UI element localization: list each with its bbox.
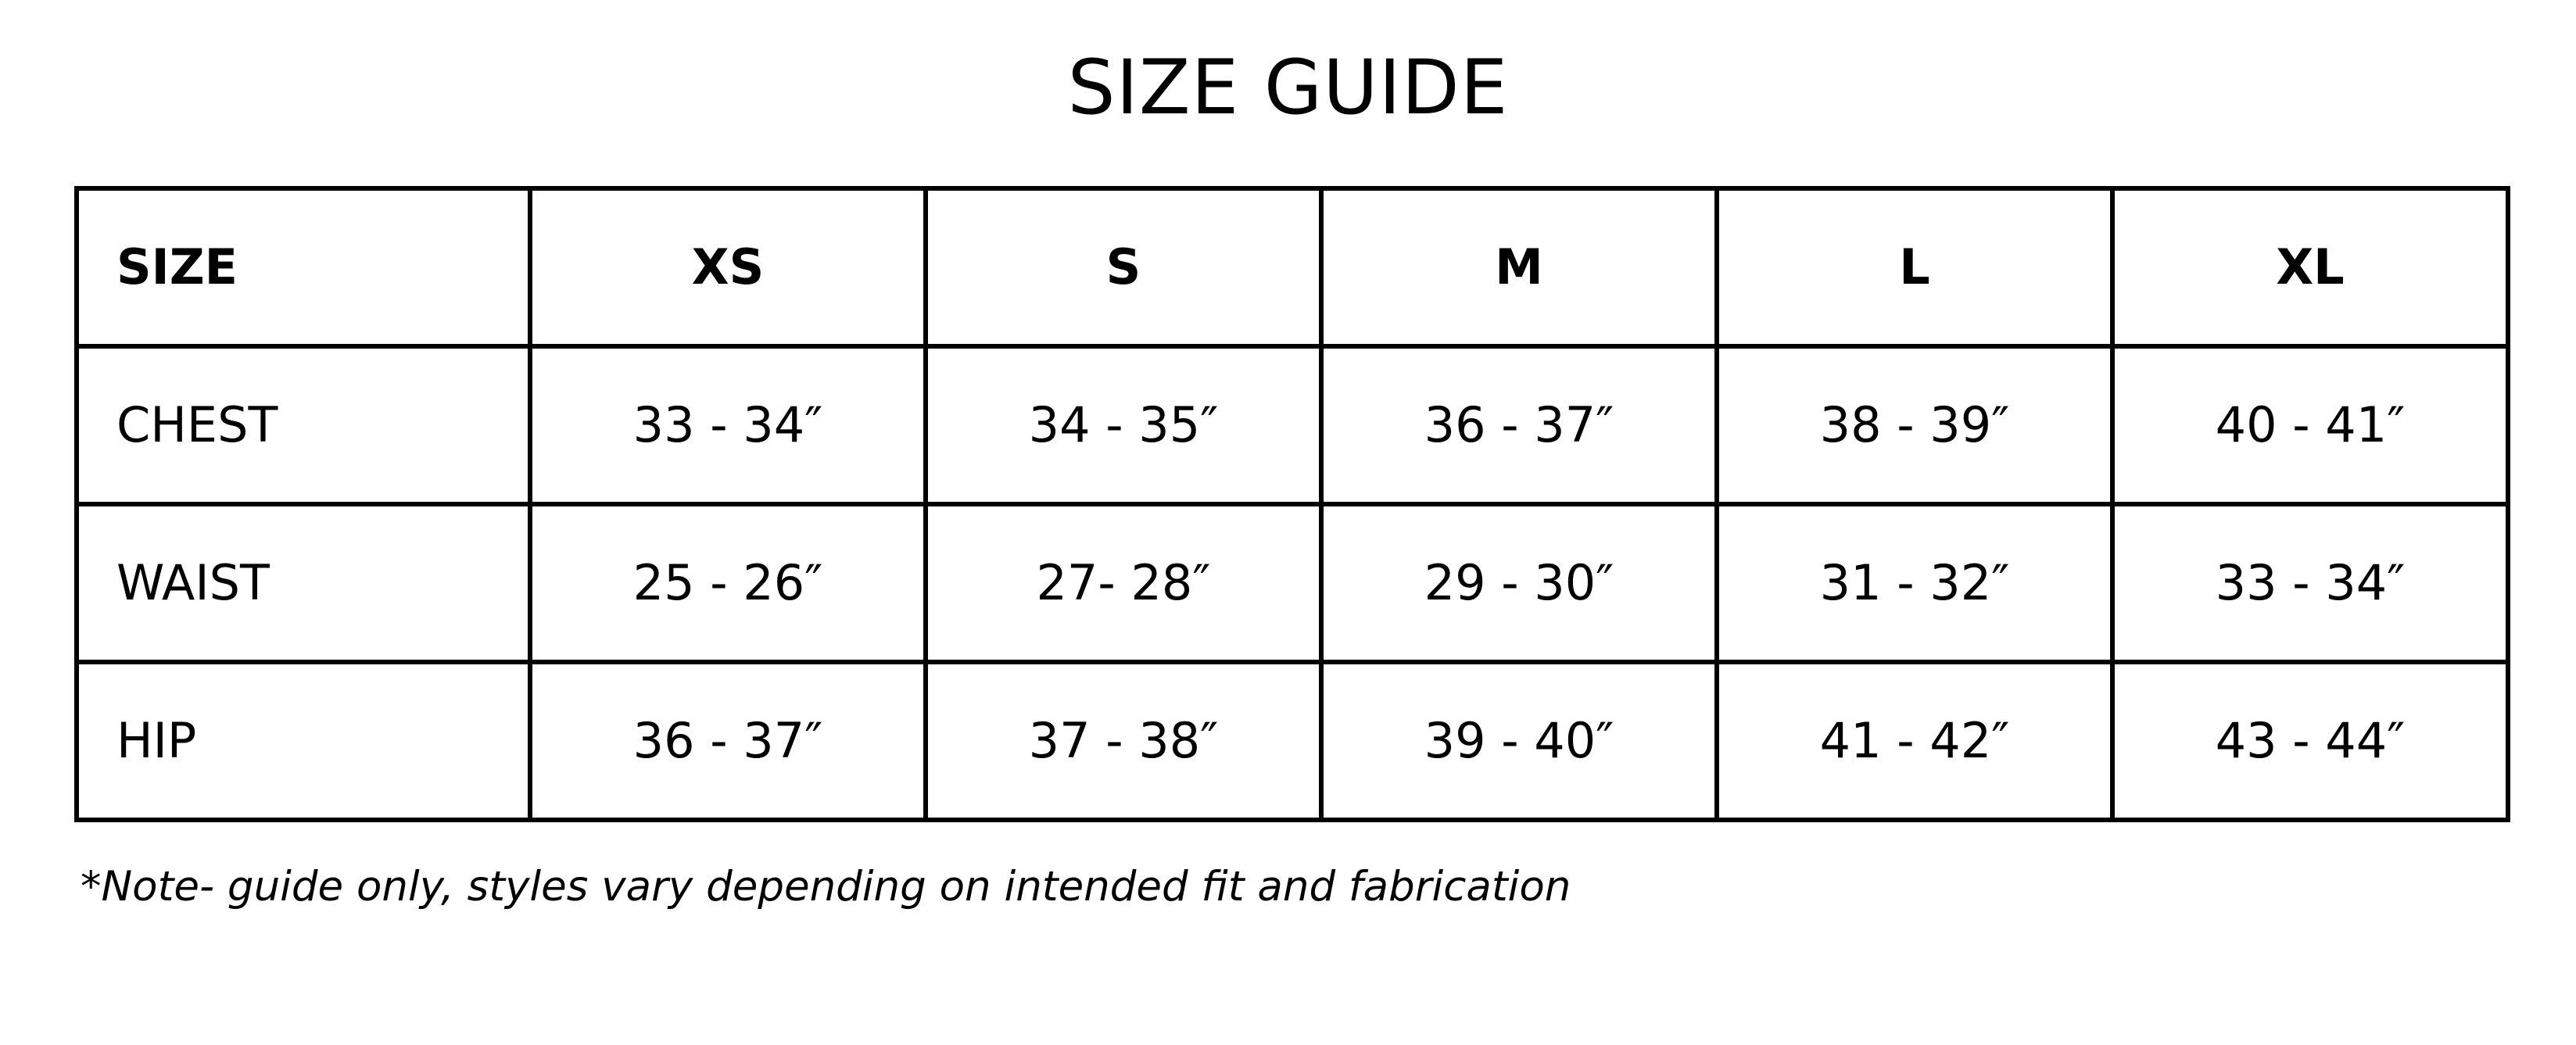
cell-hip-m: 39 - 40″	[1321, 662, 1717, 820]
cell-waist-xs: 25 - 26″	[530, 504, 926, 662]
row-label-waist: WAIST	[77, 504, 530, 662]
cell-hip-l: 41 - 42″	[1717, 662, 2112, 820]
size-table-container	[74, 186, 2502, 822]
cell-chest-l: 38 - 39″	[1717, 346, 2112, 504]
table-row	[77, 346, 2508, 504]
column-header-s: S	[926, 188, 1321, 346]
table-body	[77, 346, 2508, 820]
table-row	[77, 504, 2508, 662]
cell-hip-s: 37 - 38″	[926, 662, 1321, 820]
cell-waist-l: 31 - 32″	[1717, 504, 2112, 662]
row-label-hip: HIP	[77, 662, 530, 820]
size-guide-table	[74, 186, 2510, 822]
page-title: SIZE GUIDE	[1067, 44, 1509, 131]
cell-waist-m: 29 - 30″	[1321, 504, 1717, 662]
cell-chest-xs: 33 - 34″	[530, 346, 926, 504]
footnote: *Note- guide only, styles vary depending on intended fit and fabrication	[81, 862, 1571, 911]
cell-hip-xs: 36 - 37″	[530, 662, 926, 820]
cell-waist-xl: 33 - 34″	[2112, 504, 2508, 662]
column-header-m: M	[1321, 188, 1717, 346]
column-header-l: L	[1717, 188, 2112, 346]
table-header-row	[77, 188, 2508, 346]
table-header	[77, 188, 2508, 346]
cell-chest-m: 36 - 37″	[1321, 346, 1717, 504]
cell-chest-xl: 40 - 41″	[2112, 346, 2508, 504]
cell-chest-s: 34 - 35″	[926, 346, 1321, 504]
column-header-xl: XL	[2112, 188, 2508, 346]
column-header-xs: XS	[530, 188, 926, 346]
column-header-size: SIZE	[77, 188, 530, 346]
cell-waist-s: 27- 28″	[926, 504, 1321, 662]
table-row	[77, 662, 2508, 820]
row-label-chest: CHEST	[77, 346, 530, 504]
cell-hip-xl: 43 - 44″	[2112, 662, 2508, 820]
